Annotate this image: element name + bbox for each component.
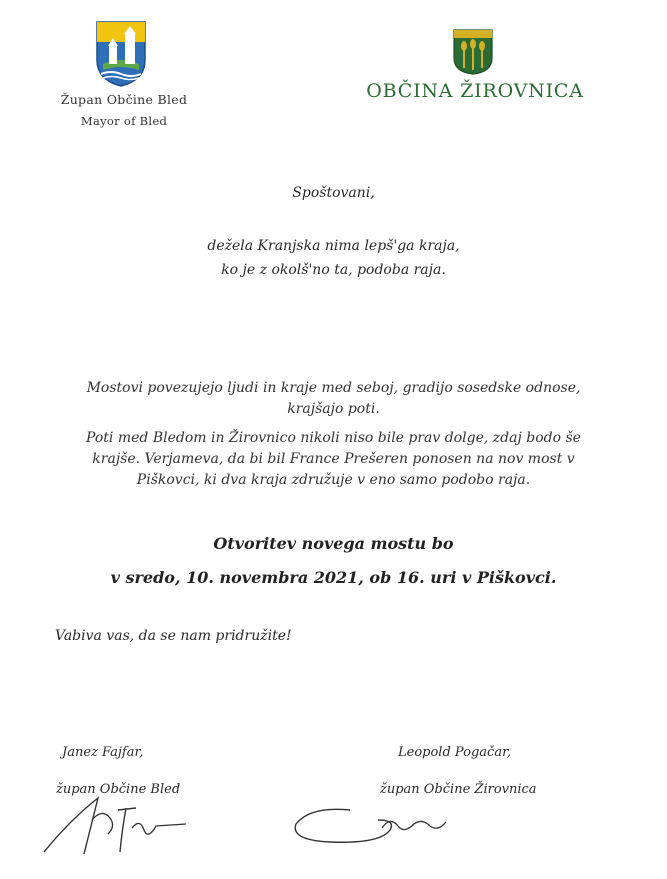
right-signatory-name: Leopold Pogačar, xyxy=(398,745,511,760)
paragraph-bridges: Mostovi povezujejo ljudi in kraje med seboj, gradijo sosedske odnose, krajšajo poti. xyxy=(86,380,581,417)
announcement-line-2: v sredo, 10. novembra 2021, ob 16. uri v Piškovci. xyxy=(110,568,557,587)
bled-mayor-title-english: Mayor of Bled xyxy=(80,114,168,128)
announcement-line-1: Otvoritev novega mostu bo xyxy=(213,534,454,553)
bled-coat-of-arms-icon xyxy=(95,20,147,88)
greeting: Spoštovani, xyxy=(292,185,375,201)
right-signatory-title: župan Občine Žirovnica xyxy=(380,782,537,797)
zirovnica-municipality-title: OBČINA ŽIROVNICA xyxy=(366,80,584,102)
paragraph-paths: Poti med Bledom in Žirovnico nikoli niso bile prav dolge, zdaj bodo še krajše. Verjameva, da bi bil France Prešeren ponosen na nov most v Piškovci, ki dva kraja združuje v eno samo podobo raja. xyxy=(86,430,581,488)
left-signatory-name: Janez Fajfar, xyxy=(62,745,144,760)
invitation-text: Vabiva vas, da se nam pridružite! xyxy=(55,628,292,644)
left-handwritten-signature xyxy=(40,790,190,860)
left-signatory-title: župan Občine Bled xyxy=(56,782,181,797)
verse-line-2: ko je z okolš'no ta, podoba raja. xyxy=(221,262,446,278)
right-handwritten-signature xyxy=(290,800,450,850)
bled-mayor-title: Župan Občine Bled xyxy=(60,92,188,107)
verse-line-1: dežela Kranjska nima lepš'ga kraja, xyxy=(207,238,460,254)
zirovnica-coat-of-arms-icon xyxy=(452,28,494,76)
